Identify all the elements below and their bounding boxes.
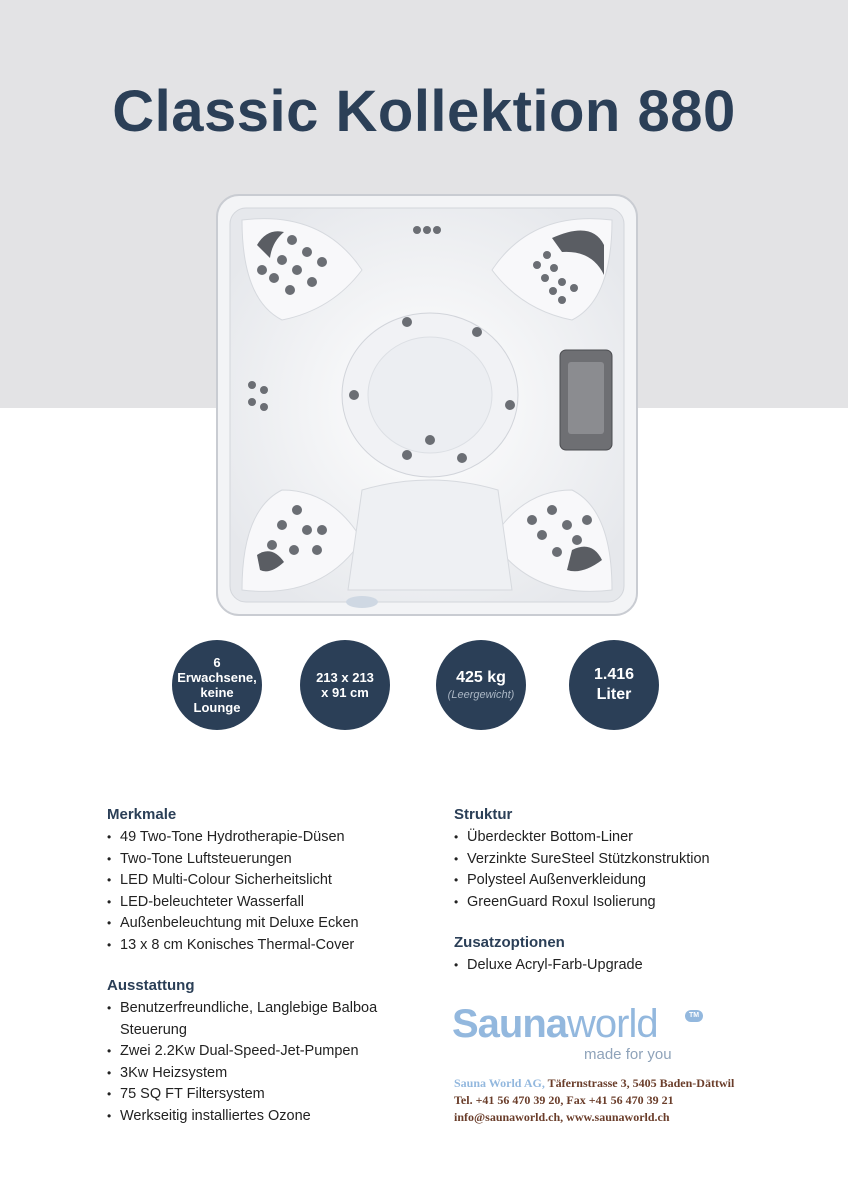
list-item: • Benutzerfreundliche, Langlebige Balboa Steuerung bbox=[107, 998, 407, 1041]
list-item: • Verzinkte SureSteel Stützkonstruktion bbox=[454, 849, 754, 871]
company-address bbox=[454, 1075, 734, 1126]
list-item: • 49 Two-Tone Hydrotherapie-Düsen bbox=[107, 827, 427, 849]
list-item: • Zwei 2.2Kw Dual-Speed-Jet-Pumpen bbox=[107, 1041, 407, 1063]
list-item: • Außenbeleuchtung mit Deluxe Ecken bbox=[107, 913, 427, 935]
stat-weight bbox=[436, 640, 526, 730]
list-item: • 3Kw Heizsystem bbox=[107, 1063, 407, 1085]
address-line-1 bbox=[454, 1075, 734, 1092]
list-item: • Überdeckter Bottom-Liner bbox=[454, 827, 754, 849]
list-merkmale bbox=[107, 827, 427, 956]
stat-volume bbox=[569, 640, 659, 730]
list-item: • 75 SQ FT Filtersystem bbox=[107, 1084, 407, 1106]
stat-volume-unit: Liter bbox=[596, 686, 632, 703]
section-title-zusatzoptionen: Zusatzoptionen bbox=[454, 934, 565, 951]
list-struktur bbox=[454, 827, 754, 913]
list-item: • Polysteel Außenverkleidung bbox=[454, 870, 754, 892]
stat-capacity bbox=[172, 640, 262, 730]
stat-capacity-number: 6 bbox=[213, 655, 221, 670]
section-title-struktur: Struktur bbox=[454, 806, 513, 823]
list-ausstattung bbox=[107, 998, 407, 1127]
list-item: • Deluxe Acryl-Farb-Upgrade bbox=[454, 955, 754, 977]
stat-dimensions-line1: 213 x 213 bbox=[316, 670, 374, 685]
section-title-merkmale: Merkmale bbox=[107, 806, 177, 823]
logo-part-sauna: Sauna bbox=[452, 1002, 568, 1046]
stat-dimensions bbox=[300, 640, 390, 730]
stat-weight-note: (Leergewicht) bbox=[447, 688, 515, 701]
section-title-ausstattung: Ausstattung bbox=[107, 977, 195, 994]
stat-capacity-line2: Erwachsene, bbox=[177, 670, 257, 685]
list-item: • LED-beleuchteter Wasserfall bbox=[107, 892, 427, 914]
address-phone: Tel. +41 56 470 39 20, Fax +41 56 470 39 21 bbox=[454, 1093, 674, 1107]
stat-weight-value: 425 kg bbox=[456, 668, 506, 686]
stat-volume-value: 1.416 bbox=[593, 666, 635, 683]
saunaworld-logo bbox=[452, 1002, 712, 1066]
list-item: • Two-Tone Luftsteuerungen bbox=[107, 849, 427, 871]
address-web: info@saunaworld.ch, www.saunaworld.ch bbox=[454, 1110, 670, 1124]
list-item: • LED Multi-Colour Sicherheitslicht bbox=[107, 870, 427, 892]
company-name: Sauna World AG, bbox=[454, 1076, 545, 1090]
logo-trademark: TM bbox=[685, 1010, 703, 1022]
logo-wordmark bbox=[452, 1002, 658, 1047]
logo-part-world: world bbox=[567, 1002, 658, 1046]
stat-capacity-line3: keine bbox=[200, 685, 234, 700]
stat-dimensions-line2: x 91 cm bbox=[321, 685, 369, 700]
list-item: • 13 x 8 cm Konisches Thermal-Cover bbox=[107, 935, 427, 957]
address-street: Täfernstrasse 3, 5405 Baden-Dättwil bbox=[547, 1076, 735, 1090]
list-item: • GreenGuard Roxul Isolierung bbox=[454, 892, 754, 914]
list-zusatzoptionen bbox=[454, 955, 754, 977]
hot-tub-image bbox=[212, 190, 642, 620]
page-title: Classic Kollektion 880 bbox=[112, 79, 736, 144]
list-item: • Werkseitig installiertes Ozone bbox=[107, 1106, 407, 1128]
stat-capacity-line4: Lounge bbox=[193, 700, 241, 715]
logo-tagline: made for you bbox=[584, 1046, 672, 1063]
